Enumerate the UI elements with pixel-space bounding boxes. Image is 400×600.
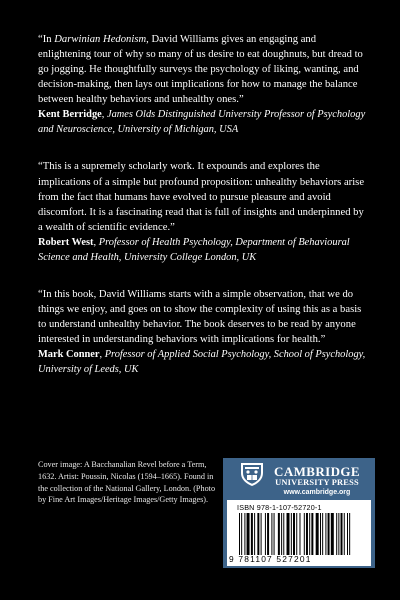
endorser-affiliation: Professor of Applied Social Psychology, School of Psychology, University of Leeds, UK — [38, 349, 366, 376]
endorsement-west — [38, 159, 366, 264]
publisher-name: CAMBRIDGE — [274, 464, 360, 479]
publisher-url: www.cambridge.org — [283, 489, 351, 496]
publisher-subname: UNIVERSITY PRESS — [275, 478, 359, 487]
endorser-affiliation: James Olds Distinguished University Professor of Psychology and Neuroscience, University of Michigan, USA — [38, 109, 366, 136]
isbn-barcode-panel — [227, 500, 371, 566]
publisher-box — [223, 458, 375, 568]
quote-text: “In — [38, 34, 55, 45]
barcode-graphic — [239, 513, 359, 555]
isbn-digits: 9 781107 527201 — [229, 554, 312, 564]
endorsements — [38, 32, 366, 399]
endorsement-credit: Kent Berridge, James Olds Distinguished University Professor of Psychology and Neuroscience, University of Michigan, USA — [38, 109, 366, 136]
isbn-label: ISBN 978-1-107-52720-1 — [237, 503, 322, 512]
endorsement-quote: “This is a supremely scholarly work. It expounds and explores the implications of a simple but profound proposition: unhealthy behaviors arise from the fact that humans have evolved to pursue pleasure and avoid discomfort. It is a fascinating read that is full of insights and underpinned by a wealth of scientific evidence.” — [38, 161, 365, 233]
endorser-affiliation: Professor of Health Psychology, Department of Behavioural Science and Health, University College London, UK — [38, 236, 350, 263]
endorsement-credit: Mark Conner, Professor of Applied Social Psychology, School of Psychology, University of Leeds, UK — [38, 349, 366, 376]
endorser-name: Robert West — [38, 236, 94, 248]
endorsement-conner — [38, 287, 366, 377]
endorsement-quote: “In this book, David Williams starts with a simple observation, that we do things we enjoy, and goes on to show the complexity of using this as a basis to understand unhealthy behavior. The book deserves to be read by anyone interested in understanding behaviors with implications for health.” — [38, 288, 362, 346]
book-title: Darwinian Hedonism — [54, 34, 147, 45]
endorsement-berridge — [38, 32, 366, 137]
cover-image-credit: Cover image: A Bacchanalian Revel before a Term, 1632. Artist: Poussin, Nicolas (1594–1665). Found in the collection of the National Gallery, London. (Photo by Fine Art Images/Heritage Images/Getty Images). — [38, 460, 216, 505]
endorsement-quote — [38, 32, 366, 107]
endorser-name: Mark Conner — [38, 349, 100, 361]
endorser-name: Kent Berridge — [38, 109, 102, 121]
endorsement-credit: Robert West, Professor of Health Psychology, Department of Behavioural Science and Health, University College London, UK — [38, 236, 350, 263]
quote-text: , David Williams gives an engaging and enlightening tour of why so many of us desire to eat doughnuts, but dread to go jogging. He thoughtfully surveys the psychology of liking, wanting, and decision-making, then lays out implications for how to manage the balance between healthy behaviors and unhealthy ones.” — [38, 34, 363, 106]
